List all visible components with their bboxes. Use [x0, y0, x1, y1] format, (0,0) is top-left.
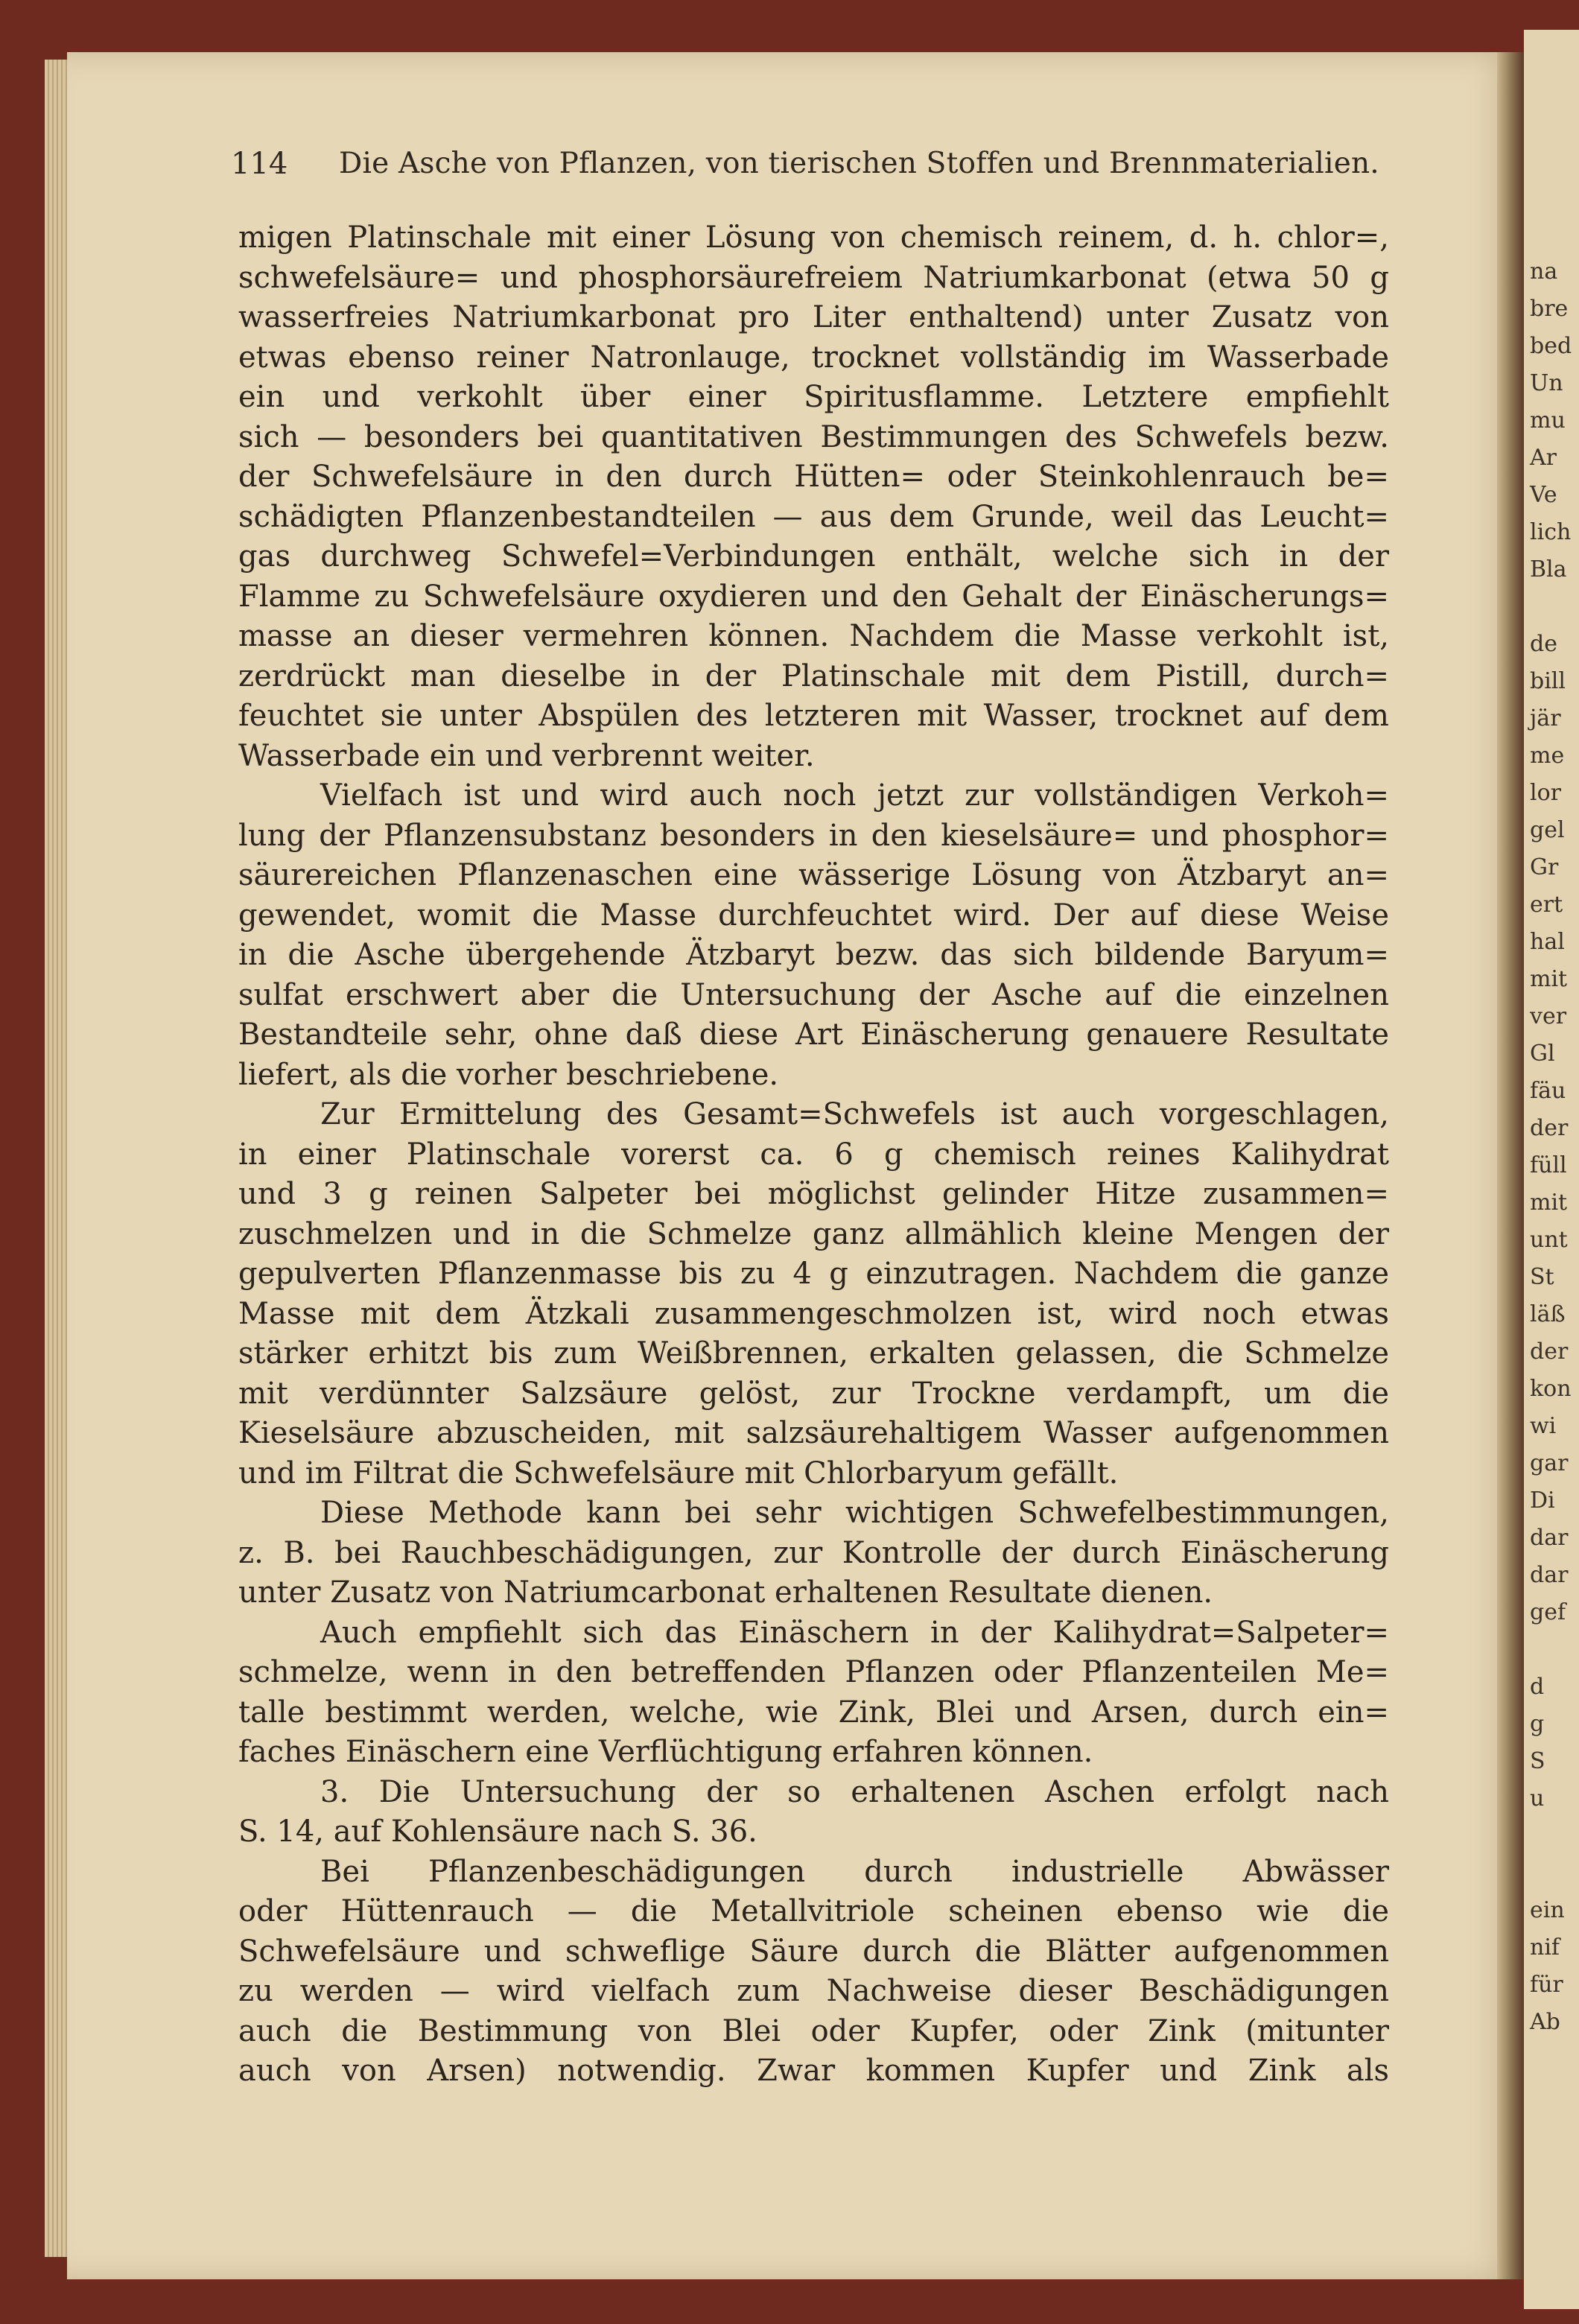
text-line: säurereichen Pflanzenaschen eine wässerige Lösung von Ätzbaryt an= — [238, 858, 1389, 892]
text-line: auch die Bestimmung von Blei oder Kupfer, oder Zink (mitunter — [238, 2013, 1389, 2048]
facing-fragment: g — [1530, 1711, 1545, 1737]
facing-fragment: S — [1530, 1748, 1545, 1774]
facing-fragment: der — [1530, 1115, 1569, 1141]
text-line: Kieselsäure abzuscheiden, mit salzsäurehaltigem Wasser aufgenommen — [238, 1416, 1389, 1450]
text-line: lung der Pflanzensubstanz besonders in den kieselsäure= und phosphor= — [238, 818, 1389, 853]
text-line: in die Asche übergehende Ätzbaryt bezw. das sich bildende Baryum= — [238, 938, 1389, 972]
body-text — [238, 218, 1389, 2092]
facing-fragment: mu — [1530, 407, 1566, 434]
text-line: wasserfreies Natriumkarbonat pro Liter enthaltend) unter Zusatz von — [238, 300, 1389, 334]
facing-fragment: Gl — [1530, 1041, 1555, 1067]
text-line: mit verdünnter Salzsäure gelöst, zur Trockne verdampft, um die — [238, 1376, 1389, 1411]
facing-fragment: St — [1530, 1264, 1554, 1290]
text-line: Diese Methode kann bei sehr wichtigen Schwefelbestimmungen, — [320, 1496, 1389, 1530]
text-line: Bei Pflanzenbeschädigungen durch industrielle Abwässer — [320, 1854, 1389, 1889]
text-line: und im Filtrat die Schwefelsäure mit Chlorbaryum gefällt. — [238, 1455, 1119, 1490]
facing-fragment: dar — [1530, 1562, 1569, 1588]
text-line: zu werden — wird vielfach zum Nachweise dieser Beschädigungen — [238, 1974, 1389, 2008]
text-line: z. B. bei Rauchbeschädigungen, zur Kontrolle der durch Einäscherung — [238, 1535, 1389, 1570]
facing-fragment: lich — [1530, 519, 1572, 545]
text-line: unter Zusatz von Natriumcarbonat erhaltenen Resultate dienen. — [238, 1575, 1213, 1610]
text-line: in einer Platinschale vorerst ca. 6 g chemisch reines Kalihydrat — [238, 1137, 1389, 1172]
facing-fragment: Di — [1530, 1488, 1555, 1514]
facing-fragment: hal — [1530, 929, 1565, 955]
facing-fragment: Bla — [1530, 556, 1567, 582]
text-line: schwefelsäure= und phosphorsäurefreiem Natriumkarbonat (etwa 50 g — [238, 260, 1389, 295]
facing-fragment — [1530, 588, 1572, 626]
facing-fragment — [1530, 1817, 1572, 1855]
facing-fragment: u — [1530, 1785, 1545, 1812]
facing-fragment: fäu — [1530, 1078, 1566, 1104]
text-line: sich — besonders bei quantitativen Bestimmungen des Schwefels bezw. — [238, 419, 1389, 454]
text-line: gepulverten Pflanzenmasse bis zu 4 g einzutragen. Nachdem die ganze — [238, 1257, 1389, 1291]
facing-fragment: läß — [1530, 1301, 1566, 1327]
text-line: schmelze, wenn in den betreffenden Pflanzen oder Pflanzenteilen Me= — [238, 1655, 1389, 1689]
text-line: Wasserbade ein und verbrennt weiter. — [238, 738, 815, 773]
text-line: Flamme zu Schwefelsäure oxydieren und den Gehalt der Einäscherungs= — [238, 579, 1389, 614]
text-line: masse an dieser vermehren können. Nachdem die Masse verkohlt ist, — [238, 619, 1389, 653]
facing-fragment: wi — [1530, 1413, 1557, 1439]
book-gutter — [1497, 52, 1524, 2279]
facing-fragment: ein — [1530, 1897, 1565, 1923]
text-line: stärker erhitzt bis zum Weißbrennen, erkalten gelassen, die Schmelze — [238, 1336, 1389, 1371]
facing-fragment: bre — [1530, 296, 1569, 322]
text-line: und 3 g reinen Salpeter bei möglichst gelinder Hitze zusammen= — [238, 1177, 1389, 1211]
facing-fragment: dar — [1530, 1525, 1569, 1551]
facing-fragment: de — [1530, 631, 1557, 657]
facing-page-fragments — [1530, 253, 1572, 2041]
facing-fragment — [1530, 1855, 1572, 1892]
text-line: 3. Die Untersuchung der so erhaltenen Aschen erfolgt nach — [320, 1774, 1389, 1809]
facing-fragment: ver — [1530, 1003, 1567, 1029]
text-line: faches Einäschern eine Verflüchtigung erfahren können. — [238, 1735, 1093, 1769]
text-line: Auch empfiehlt sich das Einäschern in der Kalihydrat=Salpeter= — [320, 1615, 1389, 1650]
text-line: zerdrückt man dieselbe in der Platinschale mit dem Pistill, durch= — [238, 658, 1389, 693]
facing-fragment: bill — [1530, 668, 1566, 694]
text-line: Schwefelsäure und schweflige Säure durch die Blätter aufgenommen — [238, 1934, 1389, 1969]
text-line: gewendet, womit die Masse durchfeuchtet wird. Der auf diese Weise — [238, 898, 1389, 933]
facing-fragment — [1530, 1631, 1572, 1669]
facing-fragment: na — [1530, 258, 1558, 285]
facing-fragment: gel — [1530, 817, 1565, 843]
text-line: Masse mit dem Ätzkali zusammengeschmolzen ist, wird noch etwas — [238, 1296, 1389, 1331]
facing-fragment: Ar — [1530, 445, 1557, 471]
running-head — [231, 138, 1397, 190]
text-line: ein und verkohlt über einer Spiritusflamme. Letztere empfiehlt — [238, 380, 1389, 414]
facing-fragment: gef — [1530, 1599, 1566, 1625]
facing-fragment: Un — [1530, 370, 1563, 396]
facing-fragment: lor — [1530, 780, 1561, 806]
text-line: migen Platinschale mit einer Lösung von chemisch reinem, d. h. chlor=, — [238, 220, 1389, 255]
facing-fragment: bed — [1530, 333, 1572, 359]
text-line: talle bestimmt werden, welche, wie Zink, Blei und Arsen, durch ein= — [238, 1695, 1389, 1730]
text-line: liefert, als die vorher beschriebene. — [238, 1057, 779, 1092]
facing-fragment: Gr — [1530, 854, 1559, 880]
text-line: der Schwefelsäure in den durch Hütten= oder Steinkohlenrauch be= — [238, 460, 1389, 494]
page-number: 114 — [231, 147, 288, 181]
facing-fragment: unt — [1530, 1227, 1568, 1253]
facing-fragment: füll — [1530, 1152, 1567, 1178]
facing-page-edge — [1524, 30, 1579, 2309]
text-line: etwas ebenso reiner Natronlauge, trocknet vollständig im Wasserbade — [238, 340, 1389, 375]
running-title: Die Asche von Pflanzen, von tierischen Stoffen und Brennmaterialien. — [339, 147, 1379, 180]
text-line: schädigten Pflanzenbestandteilen — aus dem Grunde, weil das Leucht= — [238, 499, 1389, 534]
facing-fragment: mit — [1530, 966, 1568, 992]
facing-fragment: mit — [1530, 1190, 1568, 1216]
facing-fragment: gar — [1530, 1450, 1569, 1476]
facing-fragment: d — [1530, 1674, 1545, 1700]
text-line: zuschmelzen und in die Schmelze ganz allmählich kleine Mengen der — [238, 1216, 1389, 1251]
text-line: S. 14, auf Kohlensäure nach S. 36. — [238, 1815, 757, 1849]
facing-fragment: Ve — [1530, 482, 1557, 508]
facing-fragment: für — [1530, 1972, 1563, 1998]
facing-fragment: nif — [1530, 1934, 1560, 1961]
text-line: Bestandteile sehr, ohne daß diese Art Einäscherung genauere Resultate — [238, 1017, 1389, 1052]
text-line: oder Hüttenrauch — die Metallvitriole scheinen ebenso wie die — [238, 1894, 1389, 1928]
text-line: auch von Arsen) notwendig. Zwar kommen Kupfer und Zink als — [238, 2054, 1389, 2088]
facing-fragment: me — [1530, 743, 1565, 769]
text-line: sulfat erschwert aber die Untersuchung der Asche auf die einzelnen — [238, 977, 1389, 1012]
facing-fragment: kon — [1530, 1376, 1572, 1402]
text-line: Vielfach ist und wird auch noch jetzt zur vollständigen Verkoh= — [320, 778, 1389, 813]
facing-fragment: der — [1530, 1339, 1569, 1365]
text-line: Zur Ermittelung des Gesamt=Schwefels ist auch vorgeschlagen, — [320, 1097, 1389, 1131]
text-line: feuchtet sie unter Abspülen des letzteren mit Wasser, trocknet auf dem — [238, 699, 1389, 733]
text-line: gas durchweg Schwefel=Verbindungen enthält, welche sich in der — [238, 539, 1389, 574]
facing-fragment: ert — [1530, 892, 1563, 918]
facing-fragment: jär — [1530, 705, 1561, 731]
facing-fragment: Ab — [1530, 2009, 1560, 2035]
